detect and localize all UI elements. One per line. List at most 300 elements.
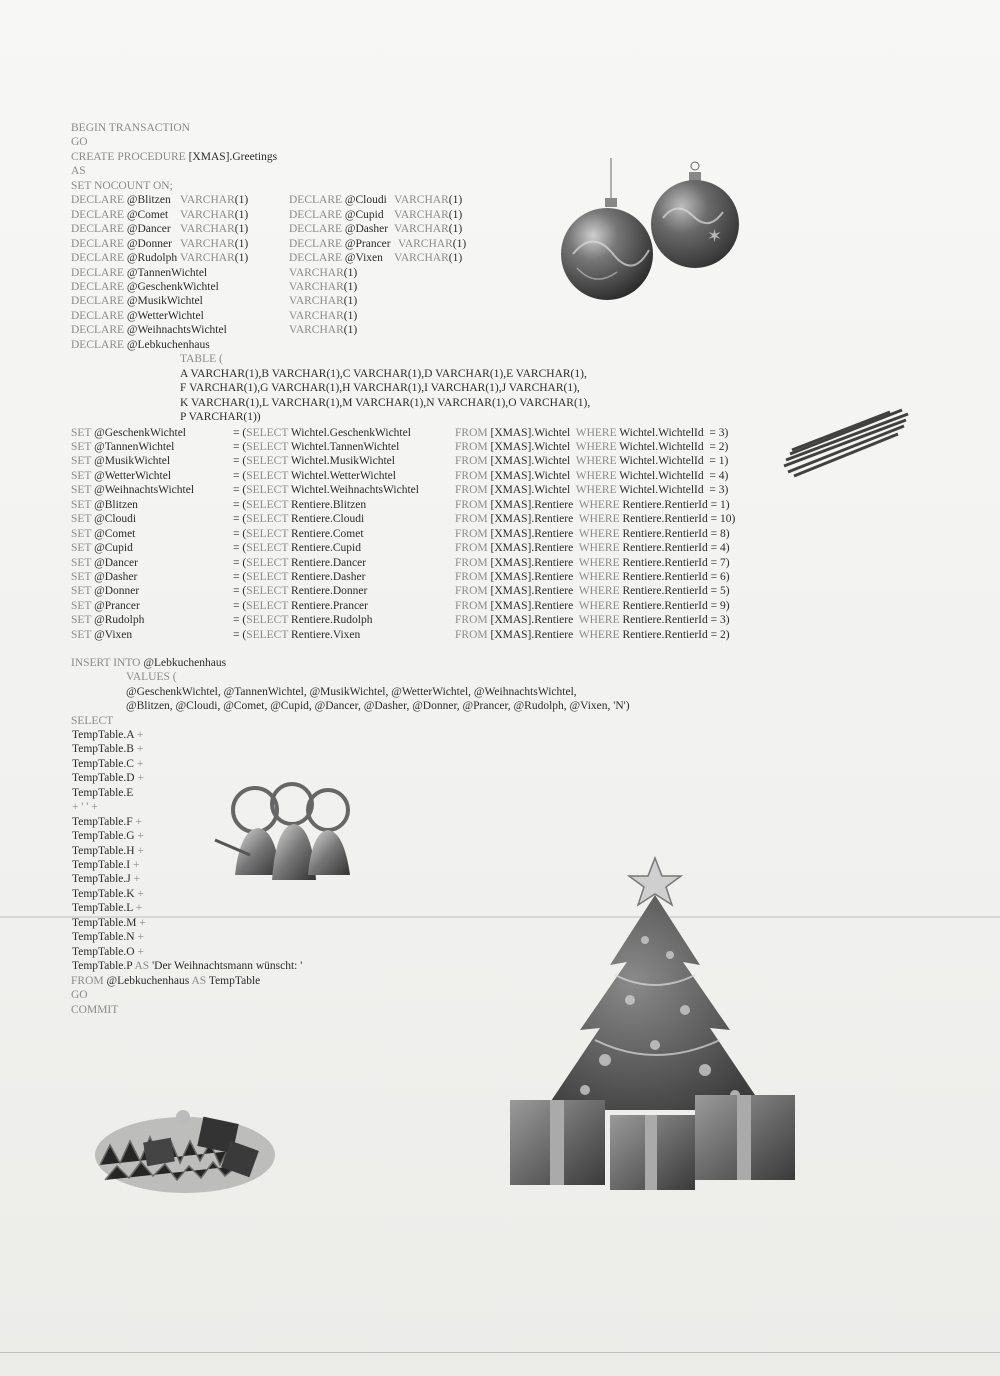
sql-keyword: VARCHAR bbox=[180, 237, 235, 250]
christmas-tree-image bbox=[505, 850, 805, 1200]
values-line bbox=[126, 670, 177, 685]
sql-text: Rentiere.RentierId = 7) bbox=[622, 556, 730, 569]
sql-keyword: SELECT bbox=[246, 469, 291, 482]
set-from-where bbox=[455, 426, 728, 441]
sql-text: @WeihnachtsWichtel bbox=[94, 484, 195, 497]
sql-text: TempTable.G bbox=[72, 830, 135, 843]
set-from-where bbox=[455, 584, 730, 599]
sql-keyword: SET bbox=[71, 628, 95, 641]
sql-text: = ( bbox=[233, 585, 247, 598]
declare-type bbox=[180, 193, 248, 208]
sql-keyword: VARCHAR bbox=[394, 194, 449, 207]
set-select bbox=[233, 498, 366, 513]
sql-text: [XMAS].Rentiere bbox=[490, 513, 574, 526]
sql-text: TempTable bbox=[208, 974, 261, 987]
declare-right-type bbox=[394, 251, 462, 266]
sql-keyword: WHERE bbox=[570, 440, 620, 453]
sql-keyword: DECLARE bbox=[71, 237, 127, 250]
sql-text: @Dasher bbox=[94, 571, 138, 583]
set-from-where bbox=[455, 628, 730, 643]
sql-keyword: + bbox=[134, 931, 144, 944]
sql-text: [XMAS].Greetings bbox=[188, 150, 278, 163]
sql-keyword: SET bbox=[71, 469, 95, 482]
sql-keyword: SELECT bbox=[246, 599, 292, 612]
sql-keyword: SELECT bbox=[246, 527, 292, 540]
sql-keyword: DECLARE bbox=[71, 309, 127, 322]
sql-text: TempTable.D bbox=[72, 772, 135, 785]
values-args bbox=[126, 699, 630, 714]
sql-keyword: DECLARE bbox=[71, 295, 127, 308]
footer-line bbox=[71, 1003, 118, 1018]
sql-text: Wichtel.WichtelId = 1) bbox=[619, 455, 729, 468]
sql-keyword: AS bbox=[132, 960, 153, 973]
sql-keyword: GO bbox=[71, 136, 88, 149]
sql-text: Rentiere.RentierId = 6) bbox=[622, 571, 730, 583]
set-select bbox=[233, 541, 361, 556]
sql-keyword: + bbox=[133, 743, 144, 756]
declare-right-type bbox=[289, 309, 357, 324]
declare-right-type bbox=[289, 280, 357, 295]
declare-line bbox=[71, 280, 219, 295]
sql-keyword: AS bbox=[189, 974, 209, 987]
header-line bbox=[71, 150, 277, 165]
set-from-where bbox=[455, 541, 730, 556]
sql-keyword: DECLARE bbox=[289, 252, 345, 265]
sql-keyword: CREATE PROCEDURE bbox=[71, 150, 189, 163]
sql-keyword: SELECT bbox=[246, 585, 292, 598]
sql-keyword: DECLARE bbox=[71, 194, 127, 207]
sql-keyword: FROM bbox=[455, 527, 491, 540]
sql-text: (1) bbox=[234, 208, 249, 221]
set-from-where bbox=[455, 599, 730, 614]
sql-keyword: SET bbox=[71, 426, 95, 439]
sql-text: (1) bbox=[448, 194, 463, 207]
set-select bbox=[233, 483, 419, 498]
sql-keyword: VARCHAR bbox=[394, 208, 449, 221]
sql-keyword: SET bbox=[71, 498, 95, 511]
set-select bbox=[233, 599, 368, 614]
declare-right bbox=[289, 251, 383, 266]
sql-text: Wichtel.WeihnachtsWichtel bbox=[290, 484, 419, 497]
declare-right-type bbox=[289, 266, 357, 281]
sql-keyword: FROM bbox=[455, 599, 491, 612]
sql-text: = ( bbox=[233, 571, 247, 583]
sql-keyword: VARCHAR bbox=[398, 237, 453, 250]
sql-text: Wichtel.MusikWichtel bbox=[290, 455, 395, 468]
sql-text: TempTable.H bbox=[72, 844, 135, 857]
sql-text: K VARCHAR(1),L VARCHAR(1),M VARCHAR(1),N VARCHAR(1),O VARCHAR(1), bbox=[180, 396, 591, 409]
sql-text: = ( bbox=[233, 614, 247, 627]
sql-text: Rentiere.RentierId = 2) bbox=[622, 628, 730, 641]
select-column bbox=[72, 844, 144, 859]
sql-keyword: DECLARE bbox=[71, 338, 127, 351]
sql-keyword: WHERE bbox=[570, 426, 620, 439]
sql-text: Rentiere.Dancer bbox=[291, 556, 367, 569]
declare-line bbox=[71, 193, 171, 208]
declare-type bbox=[180, 237, 248, 252]
sql-keyword: SELECT bbox=[246, 542, 292, 555]
sql-text: (1) bbox=[343, 295, 358, 308]
sql-text: (1) bbox=[343, 309, 358, 322]
sql-keyword: DECLARE bbox=[289, 208, 345, 221]
sql-keyword: + ' ' + bbox=[72, 801, 98, 814]
sql-text: @Donner bbox=[126, 237, 172, 250]
insert-line bbox=[71, 656, 226, 671]
sql-text: Rentiere.Dasher bbox=[291, 571, 366, 583]
sql-keyword: SELECT bbox=[246, 498, 292, 511]
sql-text: TempTable.P bbox=[72, 960, 133, 973]
declare-right-type bbox=[394, 193, 462, 208]
sql-keyword: SET bbox=[71, 455, 95, 468]
declare-right-type bbox=[398, 237, 466, 252]
sql-keyword: DECLARE bbox=[71, 280, 127, 293]
sql-text: [XMAS].Wichtel bbox=[490, 469, 571, 482]
declare-line bbox=[71, 251, 177, 266]
sql-keyword: AS bbox=[71, 165, 86, 178]
sql-text: @Blitzen bbox=[94, 498, 138, 511]
select-column bbox=[72, 916, 146, 931]
sql-keyword: WHERE bbox=[573, 628, 623, 641]
sql-keyword: FROM bbox=[455, 571, 491, 583]
sql-keyword: FROM bbox=[455, 469, 491, 482]
sql-text: = ( bbox=[233, 426, 247, 439]
sql-text: = ( bbox=[233, 484, 247, 497]
declare-line bbox=[71, 237, 172, 252]
sql-keyword: FROM bbox=[455, 542, 491, 555]
sql-text: F VARCHAR(1),G VARCHAR(1),H VARCHAR(1),I VARCHAR(1),J VARCHAR(1), bbox=[180, 382, 580, 395]
sql-text: @Cloudi bbox=[94, 513, 137, 526]
sql-text: = ( bbox=[233, 440, 247, 453]
sql-text: Rentiere.Vixen bbox=[291, 628, 361, 641]
footer-line bbox=[71, 988, 88, 1003]
sql-text: = ( bbox=[233, 498, 247, 511]
sql-keyword: WHERE bbox=[573, 513, 623, 526]
sql-text: Wichtel.WichtelId = 4) bbox=[619, 469, 729, 482]
sql-keyword: WHERE bbox=[570, 484, 620, 497]
select-last bbox=[72, 959, 302, 974]
sql-text: Rentiere.Cupid bbox=[291, 542, 361, 555]
tree-body bbox=[545, 895, 765, 1110]
sql-keyword: DECLARE bbox=[289, 223, 345, 236]
set-variable bbox=[71, 527, 135, 542]
declare-type bbox=[180, 251, 248, 266]
sql-text: @Vixen bbox=[344, 252, 383, 265]
header-line bbox=[71, 121, 190, 136]
sql-text: = ( bbox=[233, 628, 247, 641]
sql-text: @TannenWichtel bbox=[126, 266, 208, 279]
values-args bbox=[126, 685, 577, 700]
sql-text: [XMAS].Rentiere bbox=[490, 585, 574, 598]
sql-keyword: GO bbox=[71, 989, 88, 1002]
set-select bbox=[233, 613, 373, 628]
set-select bbox=[233, 512, 364, 527]
sql-text: Rentiere.Cloudi bbox=[291, 513, 365, 526]
sql-text: @Blitzen bbox=[126, 194, 171, 207]
declare-right bbox=[289, 193, 387, 208]
sql-text: [XMAS].Wichtel bbox=[490, 426, 571, 439]
sql-text: Rentiere.RentierId = 1) bbox=[622, 498, 730, 511]
sql-keyword: SELECT bbox=[246, 513, 292, 526]
sql-text: @Cloudi bbox=[344, 194, 387, 207]
sql-text: @Rudolph bbox=[126, 252, 178, 265]
sql-text: Rentiere.RentierId = 9) bbox=[622, 599, 730, 612]
set-variable bbox=[71, 469, 171, 484]
sql-text: [XMAS].Wichtel bbox=[490, 455, 571, 468]
pen-scribble bbox=[780, 402, 915, 482]
sql-text: TempTable.I bbox=[72, 859, 131, 871]
sql-keyword: SET bbox=[71, 585, 95, 598]
declare-line bbox=[71, 323, 227, 338]
set-from-where bbox=[455, 556, 730, 571]
table-column-line bbox=[180, 410, 261, 425]
sql-keyword: SELECT bbox=[246, 556, 292, 569]
sql-text: Rentiere.RentierId = 10) bbox=[622, 513, 736, 526]
declare-right bbox=[289, 237, 391, 252]
set-variable bbox=[71, 541, 133, 556]
declare-right-type bbox=[394, 222, 462, 237]
declare-line bbox=[71, 208, 168, 223]
sql-keyword: VARCHAR bbox=[394, 223, 449, 236]
declare-right bbox=[289, 208, 384, 223]
sql-keyword: FROM bbox=[455, 484, 491, 497]
sql-text: @GeschenkWichtel, @TannenWichtel, @MusikWichtel, @WetterWichtel, @WeihnachtsWichtel, bbox=[126, 685, 577, 698]
sql-text: (1) bbox=[343, 324, 358, 337]
sql-keyword: FROM bbox=[455, 585, 491, 598]
sql-keyword: DECLARE bbox=[71, 208, 127, 221]
sql-keyword: + bbox=[133, 728, 144, 741]
sql-text: @WetterWichtel bbox=[126, 309, 204, 322]
sql-keyword: SELECT bbox=[246, 426, 291, 439]
tinsel-gifts-image bbox=[85, 1085, 285, 1205]
sql-keyword: WHERE bbox=[573, 614, 623, 627]
sql-keyword: VARCHAR bbox=[180, 194, 235, 207]
sql-keyword: FROM bbox=[455, 628, 491, 641]
sql-text: (1) bbox=[448, 223, 463, 236]
set-variable bbox=[71, 584, 139, 599]
table-column-line bbox=[180, 381, 580, 396]
sql-text: @Vixen bbox=[94, 628, 133, 641]
sql-keyword: WHERE bbox=[573, 571, 623, 583]
sql-keyword: VARCHAR bbox=[394, 252, 449, 265]
sql-text: Rentiere.RentierId = 8) bbox=[622, 527, 730, 540]
sql-text: TempTable.C bbox=[72, 757, 134, 770]
select-column bbox=[72, 829, 144, 844]
sql-text: (1) bbox=[343, 266, 358, 279]
sql-text: A VARCHAR(1),B VARCHAR(1),C VARCHAR(1),D VARCHAR(1),E VARCHAR(1), bbox=[180, 367, 587, 380]
sql-text: @Comet bbox=[126, 208, 169, 221]
sql-text: Rentiere.Blitzen bbox=[291, 498, 367, 511]
sql-text: @Comet bbox=[94, 527, 136, 540]
set-from-where bbox=[455, 570, 730, 585]
paper-edge bbox=[0, 1352, 1000, 1353]
select-column bbox=[72, 786, 133, 801]
sql-keyword: SET bbox=[71, 599, 95, 612]
sql-keyword: SELECT bbox=[246, 571, 292, 583]
sql-keyword: + bbox=[134, 844, 144, 857]
sql-keyword: DECLARE bbox=[289, 237, 345, 250]
set-from-where bbox=[455, 483, 728, 498]
sql-text: @TannenWichtel bbox=[94, 440, 175, 453]
sql-keyword: + bbox=[134, 772, 144, 785]
sql-text: @GeschenkWichtel bbox=[126, 280, 219, 293]
select-column bbox=[72, 901, 142, 916]
sql-text: Rentiere.RentierId = 3) bbox=[622, 614, 730, 627]
sql-text: [XMAS].Rentiere bbox=[490, 599, 574, 612]
sql-text: Rentiere.Prancer bbox=[291, 599, 368, 612]
sql-keyword: WHERE bbox=[573, 527, 623, 540]
sql-keyword: + bbox=[136, 916, 146, 929]
bauble-right bbox=[651, 180, 739, 268]
sql-text: [XMAS].Rentiere bbox=[490, 527, 574, 540]
sql-keyword: FROM bbox=[71, 974, 107, 987]
sql-text: @GeschenkWichtel bbox=[94, 426, 186, 439]
sql-keyword: SELECT bbox=[246, 614, 292, 627]
sql-text: @Lebkuchenhaus bbox=[106, 974, 190, 987]
sql-text: Rentiere.Rudolph bbox=[291, 614, 373, 627]
sql-text: (1) bbox=[234, 237, 249, 250]
sql-text: Rentiere.RentierId = 4) bbox=[622, 542, 730, 555]
select-column bbox=[72, 757, 143, 772]
declare-right-type bbox=[289, 294, 357, 309]
declare-right-type bbox=[289, 323, 357, 338]
sql-keyword: VALUES ( bbox=[126, 671, 177, 684]
sql-keyword: SELECT bbox=[246, 628, 292, 641]
table-column-line bbox=[180, 396, 590, 411]
sql-keyword: SET bbox=[71, 542, 95, 555]
set-from-where bbox=[455, 613, 730, 628]
select-column bbox=[72, 872, 140, 887]
sql-text: Wichtel.WichtelId = 3) bbox=[619, 484, 729, 497]
sql-keyword: + bbox=[134, 830, 144, 843]
set-select bbox=[233, 469, 396, 484]
sql-keyword: WHERE bbox=[573, 498, 623, 511]
sql-text: (1) bbox=[448, 252, 463, 265]
sql-text: @Cupid bbox=[344, 208, 384, 221]
declare-line bbox=[71, 266, 207, 281]
sql-text: TempTable.F bbox=[72, 815, 133, 828]
sql-keyword: COMMIT bbox=[71, 1003, 119, 1016]
sql-keyword: BEGIN TRANSACTION bbox=[71, 122, 190, 134]
sql-text: @Prancer bbox=[344, 237, 391, 250]
sql-text: TempTable.E bbox=[72, 786, 134, 799]
sql-text: TempTable.N bbox=[72, 931, 135, 944]
set-from-where bbox=[455, 527, 730, 542]
sql-text: (1) bbox=[234, 252, 249, 265]
sql-text: (1) bbox=[343, 280, 358, 293]
sql-keyword: + bbox=[133, 757, 144, 770]
declare-line bbox=[71, 222, 171, 237]
sql-text: @Blitzen, @Cloudi, @Comet, @Cupid, @Dancer, @Dasher, @Donner, @Prancer, @Rudolph, @Vixen, 'N') bbox=[126, 700, 630, 713]
sql-keyword: VARCHAR bbox=[289, 295, 344, 308]
sql-text: [XMAS].Rentiere bbox=[490, 571, 574, 583]
sql-text: = ( bbox=[233, 469, 247, 482]
select-column bbox=[72, 945, 144, 960]
set-variable bbox=[71, 599, 140, 614]
select-column bbox=[72, 815, 142, 830]
sql-keyword: SELECT bbox=[246, 440, 291, 453]
sql-keyword: VARCHAR bbox=[289, 309, 344, 322]
sql-text: [XMAS].Rentiere bbox=[490, 542, 574, 555]
sql-keyword: FROM bbox=[455, 426, 491, 439]
sql-keyword: VARCHAR bbox=[180, 208, 235, 221]
table-column-line bbox=[180, 367, 587, 382]
sql-text: (1) bbox=[234, 223, 249, 236]
sql-keyword: + bbox=[134, 887, 144, 900]
sql-text: @WeihnachtsWichtel bbox=[126, 324, 227, 337]
sql-text: Rentiere.RentierId = 5) bbox=[622, 585, 730, 598]
sql-text: [XMAS].Wichtel bbox=[490, 484, 571, 497]
svg-text:✶: ✶ bbox=[707, 226, 723, 247]
sql-text: Rentiere.Comet bbox=[291, 527, 364, 540]
sql-text: TempTable.A bbox=[72, 728, 134, 741]
set-variable bbox=[71, 498, 138, 513]
sql-keyword: SET bbox=[71, 527, 95, 540]
sql-keyword: VARCHAR bbox=[180, 223, 235, 236]
sql-keyword: WHERE bbox=[573, 599, 623, 612]
set-select bbox=[233, 628, 360, 643]
sql-keyword: FROM bbox=[455, 513, 491, 526]
set-select bbox=[233, 426, 411, 441]
sql-text: @MusikWichtel bbox=[126, 295, 203, 308]
set-select bbox=[233, 556, 366, 571]
sql-keyword: VARCHAR bbox=[180, 252, 235, 265]
set-variable bbox=[71, 556, 138, 571]
sql-keyword: VARCHAR bbox=[289, 280, 344, 293]
set-variable bbox=[71, 483, 194, 498]
sql-text: @Dasher bbox=[344, 223, 389, 236]
declare-type bbox=[180, 208, 248, 223]
sql-text: Wichtel.GeschenkWichtel bbox=[290, 426, 411, 439]
sql-text: [XMAS].Rentiere bbox=[490, 498, 574, 511]
sql-keyword: SET bbox=[71, 513, 95, 526]
declare-line bbox=[71, 309, 204, 324]
sql-text: @Lebkuchenhaus bbox=[126, 338, 210, 351]
set-from-where bbox=[455, 440, 728, 455]
declare-type bbox=[180, 222, 248, 237]
select-line bbox=[71, 714, 113, 729]
set-select bbox=[233, 454, 395, 469]
sql-text: Wichtel.WichtelId = 2) bbox=[619, 440, 729, 453]
set-from-where bbox=[455, 469, 728, 484]
sql-keyword: VARCHAR bbox=[289, 266, 344, 279]
sql-keyword: WHERE bbox=[570, 455, 620, 468]
sql-text: = ( bbox=[233, 556, 247, 569]
sql-keyword: DECLARE bbox=[71, 324, 127, 337]
select-from bbox=[71, 974, 260, 989]
sql-text: @Lebkuchenhaus bbox=[143, 657, 227, 669]
sql-text: TempTable.O bbox=[72, 945, 135, 958]
sql-keyword: SELECT bbox=[71, 714, 114, 727]
set-variable bbox=[71, 628, 132, 643]
sql-text: [XMAS].Rentiere bbox=[490, 628, 574, 641]
sql-text: = ( bbox=[233, 599, 247, 612]
declare-line bbox=[71, 338, 210, 353]
sql-text: @Rudolph bbox=[94, 614, 145, 627]
sql-keyword: WHERE bbox=[570, 469, 620, 482]
header-line bbox=[71, 135, 88, 150]
sql-text: (1) bbox=[234, 194, 249, 207]
sql-keyword: WHERE bbox=[573, 556, 623, 569]
sql-keyword: SET NOCOUNT ON; bbox=[71, 179, 173, 192]
set-select bbox=[233, 440, 399, 455]
select-column bbox=[72, 742, 143, 757]
set-variable bbox=[71, 570, 137, 585]
table-open bbox=[180, 352, 223, 367]
sql-keyword: WHERE bbox=[573, 585, 623, 598]
sql-text: @MusikWichtel bbox=[94, 455, 171, 468]
set-select bbox=[233, 570, 365, 585]
sql-keyword: SELECT bbox=[246, 484, 291, 497]
